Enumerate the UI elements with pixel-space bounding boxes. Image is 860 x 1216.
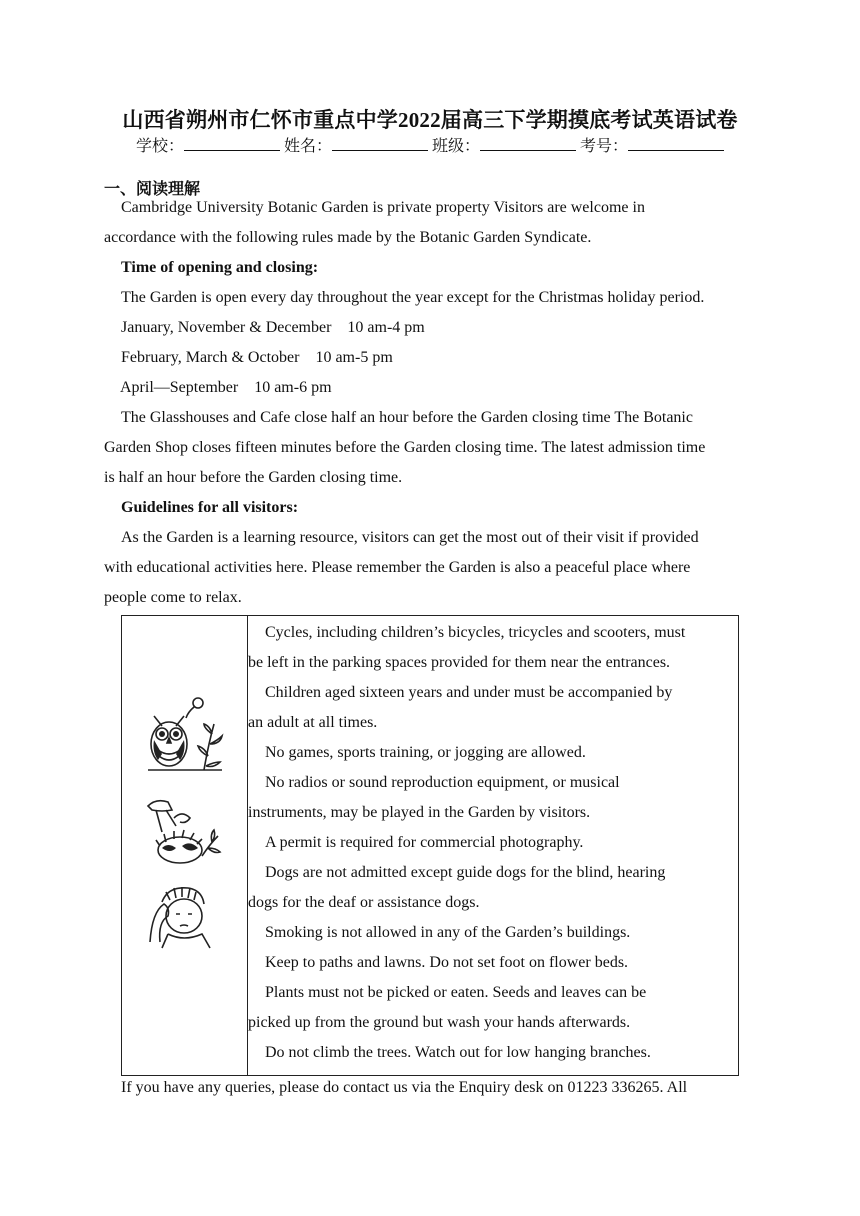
closing-line-1: The Glasshouses and Cafe close half an hour before the Garden closing time The Botanic xyxy=(121,409,693,426)
class-blank[interactable] xyxy=(480,136,576,151)
name-label: 姓名： xyxy=(283,138,332,155)
hedgehog-icon xyxy=(142,796,226,868)
opening-text: The Garden is open every day throughout the year except for the Christmas holiday period. xyxy=(121,289,705,306)
guidelines-line-3: people come to relax. xyxy=(104,589,242,606)
guidelines-line-2: with educational activities here. Please remember the Garden is also a peaceful place where xyxy=(104,559,691,576)
rules-list xyxy=(248,618,732,1068)
closing-line-3: is half an hour before the Garden closing time. xyxy=(104,469,403,486)
rule-line: Plants must not be picked or eaten. Seeds and leaves can be xyxy=(265,984,647,1001)
rule-line: No radios or sound reproduction equipment, or musical xyxy=(265,774,620,791)
guidelines-heading: Guidelines for all visitors: xyxy=(121,499,299,516)
rule-line: Children aged sixteen years and under must be accompanied by xyxy=(265,684,673,701)
rule-line: A permit is required for commercial photography. xyxy=(265,834,584,851)
child-icon xyxy=(144,882,220,952)
student-info-line xyxy=(0,133,860,156)
section-title: 一、阅读理解 xyxy=(104,181,201,198)
exam-title: 山西省朔州市仁怀市重点中学2022届高三下学期摸底考试英语试卷 xyxy=(122,108,738,132)
school-blank[interactable] xyxy=(184,136,280,151)
rule-line: dogs for the deaf or assistance dogs. xyxy=(248,894,480,911)
rule-line: No games, sports training, or jogging are allowed. xyxy=(265,744,586,761)
rule-line: picked up from the ground but wash your hands afterwards. xyxy=(248,1014,631,1031)
rule-line: Dogs are not admitted except guide dogs for the blind, hearing xyxy=(265,864,666,881)
rule-line: Do not climb the trees. Watch out for low hanging branches. xyxy=(265,1044,651,1061)
closing-line-2: Garden Shop closes fifteen minutes before the Garden closing time. The latest admission time xyxy=(104,439,706,456)
schedule-line-1: January, November & December 10 am-4 pm xyxy=(121,319,425,336)
rule-line: an adult at all times. xyxy=(248,714,378,731)
intro-line-1: Cambridge University Botanic Garden is private property Visitors are welcome in xyxy=(121,199,645,216)
owl-icon xyxy=(142,696,228,782)
exam-number-label: 考号： xyxy=(580,138,629,155)
intro-line-2: accordance with the following rules made by the Botanic Garden Syndicate. xyxy=(104,229,592,246)
class-label: 班级： xyxy=(432,138,481,155)
opening-heading: Time of opening and closing: xyxy=(121,259,319,276)
name-blank[interactable] xyxy=(332,136,428,151)
schedule-line-3: April—September 10 am-6 pm xyxy=(120,379,332,396)
rule-line: be left in the parking spaces provided for them near the entrances. xyxy=(248,654,671,671)
rule-line: Smoking is not allowed in any of the Garden’s buildings. xyxy=(265,924,631,941)
rule-line: Cycles, including children’s bicycles, tricycles and scooters, must xyxy=(265,624,686,641)
rule-line: Keep to paths and lawns. Do not set foot on flower beds. xyxy=(265,954,629,971)
schedule-line-2: February, March & October 10 am-5 pm xyxy=(121,349,393,366)
footer-text: If you have any queries, please do contact us via the Enquiry desk on 01223 336265. All xyxy=(121,1079,688,1096)
rules-table xyxy=(121,615,739,1076)
school-label: 学校： xyxy=(135,138,184,155)
guidelines-line-1: As the Garden is a learning resource, visitors can get the most out of their visit if provided xyxy=(121,529,699,546)
exam-number-blank[interactable] xyxy=(628,136,724,151)
rule-line: instruments, may be played in the Garden by visitors. xyxy=(248,804,591,821)
